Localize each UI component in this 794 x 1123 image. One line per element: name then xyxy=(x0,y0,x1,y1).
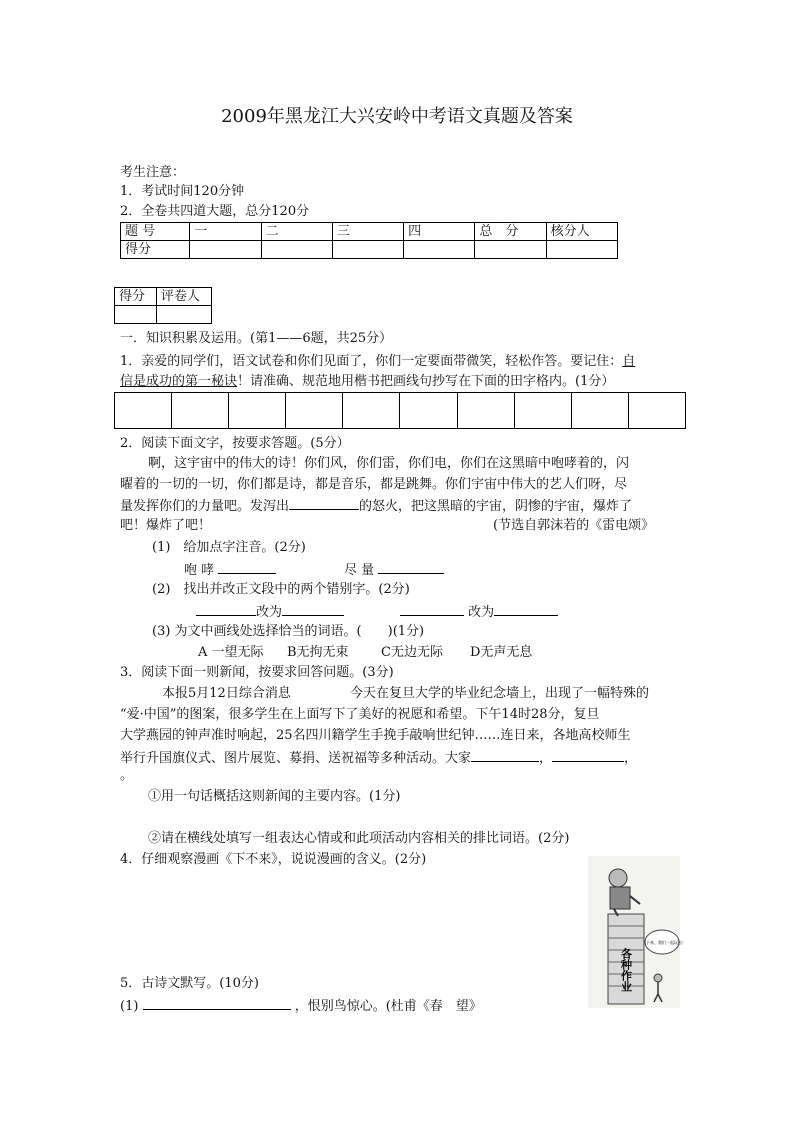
q2-passage-line: 曜着的一切的一切，你们都是诗，都是音乐，都是跳舞。你们宇宙中伟大的艺人们呀，尽 xyxy=(120,477,628,492)
option-a[interactable]: A 一望无际 xyxy=(198,645,264,660)
grid-cell[interactable] xyxy=(628,393,685,429)
q2-word: 尽 量 xyxy=(344,563,375,578)
option-b[interactable]: B无拘无束 xyxy=(287,645,349,660)
grid-cell[interactable] xyxy=(172,393,229,429)
score-table xyxy=(120,222,618,259)
q2-word: 咆 哮 xyxy=(184,563,215,578)
cartoon-speech: 下来，我们一起玩去！ xyxy=(646,940,686,945)
q2-sub1-word xyxy=(344,561,444,579)
grader-name-cell xyxy=(156,306,211,324)
option-c[interactable]: C无边无际 xyxy=(381,645,443,660)
q5-poem-text: ，恨别鸟惊心。(杜甫《春 望》 xyxy=(294,999,482,1014)
grader-label: 评卷人 xyxy=(156,288,211,306)
score-cell xyxy=(404,241,475,259)
q2-passage-text: 量发挥你们的力量吧。发泻出 xyxy=(120,499,290,514)
score-header-cell: 三 xyxy=(332,223,403,241)
score-header-cell: 一 xyxy=(190,223,261,241)
q5-line1 xyxy=(120,997,482,1015)
q2-sub2-correction xyxy=(400,603,558,621)
writing-grid xyxy=(114,392,686,429)
cartoon-image xyxy=(588,856,686,1008)
change-label: 改为 xyxy=(468,605,495,620)
q5-number: (1) xyxy=(120,999,139,1014)
section1-heading: 一．知识积累及运用。(第1——6题，共25分） xyxy=(120,331,393,346)
q2-passage-line: 吧！爆炸了吧！ xyxy=(120,518,212,533)
q2-source: (节选自郭沫若的《雷电颂》 xyxy=(493,518,655,533)
q2-passage-text: 的怒火，把这黑暗的宇宙，阴惨的宇宙，爆炸了 xyxy=(359,499,633,514)
grid-cell[interactable] xyxy=(343,393,400,429)
pinyin-blank[interactable] xyxy=(218,561,276,574)
q2-sub1: (1) 给加点字注音。(2分) xyxy=(152,540,306,555)
q3-news-line: 今天在复旦大学的毕业纪念墙上，出现了一幅特殊的 xyxy=(350,686,650,701)
q3-sub1: ①用一句话概括这则新闻的主要内容。(1分) xyxy=(148,789,401,804)
parallel-phrase-blank[interactable] xyxy=(552,749,624,762)
parallel-phrase-blank[interactable] xyxy=(471,749,539,762)
comma: ， xyxy=(539,751,553,766)
grader-table xyxy=(114,287,212,324)
q3-news-text: 举行升国旗仪式、图片展览、募捐、送祝福等多种活动。大家 xyxy=(120,751,472,766)
q1-line1 xyxy=(120,354,635,370)
score-header-cell: 四 xyxy=(404,223,475,241)
q1-underlined-sentence: 信是成功的第一秘诀 xyxy=(120,374,238,389)
q2-sub2-correction xyxy=(196,603,344,621)
wrong-char-blank[interactable] xyxy=(400,603,464,616)
grid-cell[interactable] xyxy=(400,393,457,429)
grid-cell[interactable] xyxy=(115,393,172,429)
q2-heading: 2．阅读下面文字，按要求答题。(5分） xyxy=(120,436,350,451)
q1-instruction: ！请准确、规范地用楷书把画线句抄写在下面的田字格内。(1分） xyxy=(237,374,615,389)
q2-answer-blank[interactable] xyxy=(289,497,359,510)
q3-news-line: 大学燕园的钟声准时响起，25名四川籍学生手挽手敲响世纪钟……连日来，各地高校师生 xyxy=(120,728,631,743)
grid-cell[interactable] xyxy=(571,393,628,429)
page-title: 2009年黑龙江大兴安岭中考语文真题及答案 xyxy=(221,106,573,127)
notice-heading: 考生注意： xyxy=(120,165,186,180)
wrong-char-blank[interactable] xyxy=(196,603,256,616)
q5-heading: 5．古诗文默写。(10分) xyxy=(120,976,259,991)
correct-char-blank[interactable] xyxy=(282,603,344,616)
poem-blank[interactable] xyxy=(143,997,291,1010)
notice-item-2: 2．全卷共四道大题，总分120分 xyxy=(120,204,310,219)
score-cell xyxy=(261,241,332,259)
grid-cell[interactable] xyxy=(229,393,286,429)
score-table-row xyxy=(121,241,618,259)
grid-cell[interactable] xyxy=(457,393,514,429)
q2-sub1-word xyxy=(184,561,276,579)
grader-score-label: 得分 xyxy=(115,288,157,306)
cartoon-book-label: 各种作业 xyxy=(619,948,633,992)
q3-news-line: “爱·中国”的图案，很多学生在上面写下了美好的祝愿和希望。下午14时28分，复旦 xyxy=(120,707,600,722)
comma: ， xyxy=(624,751,638,766)
correct-char-blank[interactable] xyxy=(494,603,558,616)
notice-item-1: 1．考试时间120分钟 xyxy=(120,184,245,199)
grid-cell[interactable] xyxy=(514,393,571,429)
q2-passage-line: 啊，这宇宙中的伟大的诗！你们风，你们雷，你们电，你们在这黑暗中咆哮着的，闪 xyxy=(148,456,630,471)
q3-news-line xyxy=(120,749,637,767)
q2-passage-line xyxy=(120,497,632,515)
q2-sub2: (2) 找出并改正文段中的两个错别字。(2分) xyxy=(152,582,410,597)
score-cell xyxy=(546,241,617,259)
score-header-cell: 二 xyxy=(261,223,332,241)
grader-score-cell xyxy=(115,306,157,324)
score-cell xyxy=(475,241,546,259)
score-header-cell: 核分人 xyxy=(546,223,617,241)
q1-text: 1．亲爱的同学们，语文试卷和你们见面了，你们一定要面带微笑，轻松作答。要记住： xyxy=(120,354,623,369)
q3-news-line: 。 xyxy=(120,768,134,783)
score-cell xyxy=(332,241,403,259)
option-d[interactable]: D无声无息 xyxy=(470,645,533,660)
q3-news-line: 本报5月12日综合消息 xyxy=(162,686,291,701)
score-row-label: 得分 xyxy=(121,241,190,259)
q3-sub2: ②请在横线处填写一组表达心情或和此项活动内容相关的排比词语。(2分) xyxy=(148,831,570,846)
q2-sub3: (3) 为文中画线处选择恰当的词语。( )(1分) xyxy=(152,624,425,639)
change-label: 改为 xyxy=(256,605,283,620)
grid-cell[interactable] xyxy=(286,393,343,429)
q4-heading: 4．仔细观察漫画《下不来》，说说漫画的含义。(2分) xyxy=(120,852,427,867)
score-cell xyxy=(190,241,261,259)
q1-line2 xyxy=(120,374,614,390)
q3-heading: 3．阅读下面一则新闻，按要求回答问题。(3分) xyxy=(120,665,394,680)
score-header-cell: 总 分 xyxy=(475,223,546,241)
pinyin-blank[interactable] xyxy=(378,561,444,574)
score-header-cell: 题 号 xyxy=(121,223,190,241)
score-table-header-row xyxy=(121,223,618,241)
q1-underlined-start: 自 xyxy=(622,354,636,369)
